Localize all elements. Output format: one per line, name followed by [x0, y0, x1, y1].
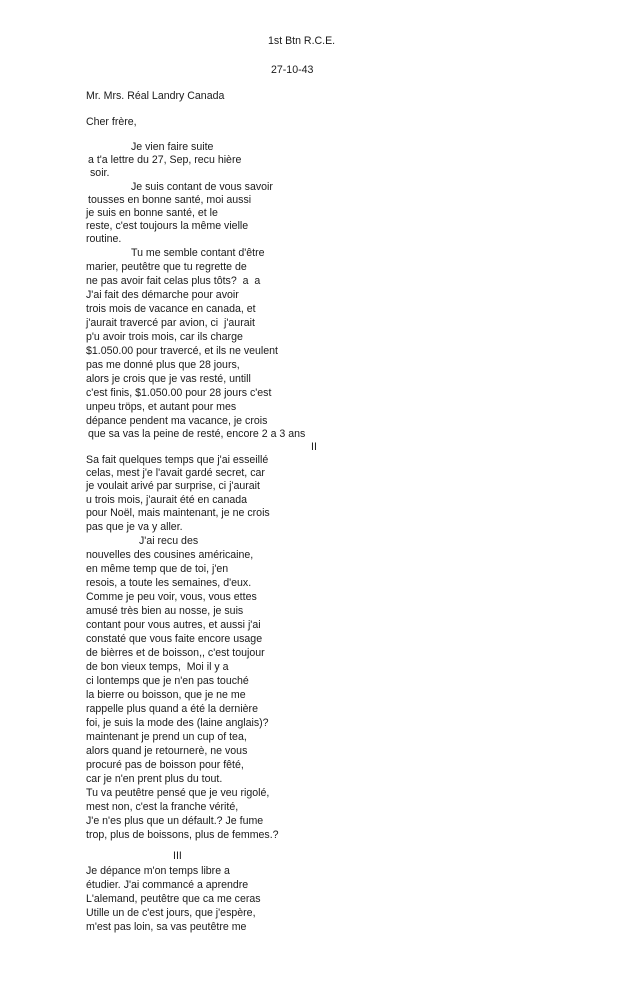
- text-line: pour Noël, mais maintenant, je ne crois: [86, 507, 270, 519]
- text-line: mest non, c'est la franche vérité,: [86, 801, 239, 813]
- text-line: J'ai recu des: [139, 535, 199, 547]
- text-line: amusé très bien au nosse, je suis: [86, 605, 244, 617]
- text-line: Je suis contant de vous savoir: [131, 181, 273, 193]
- text-line: Tu va peutêtre pensé que je veu rigolé,: [86, 787, 270, 799]
- text-line: je voulait arivé par surprise, ci j'aurait: [86, 480, 260, 492]
- text-line: p'u avoir trois mois, car ils charge: [86, 331, 243, 343]
- text-line: de bon vieux temps, Moi il y a: [86, 661, 229, 673]
- text-line: car je n'en prent plus du tout.: [86, 773, 223, 785]
- text-line: constaté que vous faite encore usage: [86, 633, 263, 645]
- text-line: nouvelles des cousines américaine,: [86, 549, 254, 561]
- text-line: dépance pendent ma vacance, je crois: [86, 415, 268, 427]
- text-line: de bièrres et de boisson,, c'est toujour: [86, 647, 265, 659]
- unit-header: 1st Btn R.C.E.: [268, 35, 336, 47]
- text-line: Comme je peu voir, vous, vous ettes: [86, 591, 257, 603]
- text-line: contant pour vous autres, et aussi j'ai: [86, 619, 261, 631]
- text-line: marier, peutêtre que tu regrette de: [86, 261, 247, 273]
- text-line: routine.: [86, 233, 122, 245]
- text-line: pas que je va y aller.: [86, 521, 183, 533]
- text-line: J'e n'es plus que un défault.? Je fume: [86, 815, 264, 827]
- text-line: trop, plus de boissons, plus de femmes.?: [86, 829, 279, 841]
- text-line: Utille un de c'est jours, que j'espère,: [86, 907, 256, 919]
- text-line: soir.: [90, 167, 110, 179]
- text-line: $1.050.00 pour travercé, et ils ne veulent: [86, 345, 278, 357]
- text-line: en même temp que de toi, j'en: [86, 563, 229, 575]
- text-line: celas, mest j'e l'avait gardé secret, car: [86, 467, 265, 479]
- text-line: ne pas avoir fait celas plus tôts? a a: [86, 275, 261, 287]
- salutation: Cher frère,: [86, 116, 137, 128]
- text-line: Je vien faire suite: [131, 141, 214, 153]
- text-line: j'aurait travercé par avion, ci j'aurait: [86, 317, 255, 329]
- text-line: unpeu tröps, et autant pour mes: [86, 401, 237, 413]
- text-line: rappelle plus quand a été la dernière: [86, 703, 258, 715]
- text-line: ci lontemps que je n'en pas touché: [86, 675, 249, 687]
- text-line: m'est pas loin, sa vas peutêtre me: [86, 921, 247, 933]
- text-line: alors quand je retournerè, ne vous: [86, 745, 248, 757]
- text-line: que sa vas la peine de resté, encore 2 a 3 ans: [88, 428, 306, 440]
- text-line: foi, je suis la mode des (laine anglais)?: [86, 717, 269, 729]
- text-line: c'est finis, $1.050.00 pour 28 jours c'est: [86, 387, 272, 399]
- text-line: je suis en bonne santé, et le: [86, 207, 218, 219]
- text-line: J'ai fait des démarche pour avoir: [86, 289, 239, 301]
- text-line: maintenant je prend un cup of tea,: [86, 731, 247, 743]
- text-line: trois mois de vacance en canada, et: [86, 303, 256, 315]
- text-line: L'alemand, peutêtre que ca me ceras: [86, 893, 261, 905]
- text-line: alors je crois que je vas resté, untill: [86, 373, 251, 385]
- text-line: resois, a toute les semaines, d'eux.: [86, 577, 252, 589]
- text-line: pas me donné plus que 28 jours,: [86, 359, 240, 371]
- text-line: reste, c'est toujours la même vielle: [86, 220, 249, 232]
- text-line: Tu me semble contant d'être: [131, 247, 265, 259]
- text-line: a t'a lettre du 27, Sep, recu hière: [88, 154, 242, 166]
- text-line: procuré pas de boisson pour fêté,: [86, 759, 244, 771]
- page-marker: II: [311, 441, 317, 453]
- letter-date: 27-10-43: [271, 64, 314, 76]
- page-marker: III: [173, 850, 182, 862]
- text-line: la bierre ou boisson, que je ne me: [86, 689, 246, 701]
- text-line: Sa fait quelques temps que j'ai esseillé: [86, 454, 269, 466]
- text-line: étudier. J'ai commancé a aprendre: [86, 879, 249, 891]
- text-line: u trois mois, j'aurait été en canada: [86, 494, 248, 506]
- text-line: Je dépance m'on temps libre a: [86, 865, 230, 877]
- address-line: Mr. Mrs. Réal Landry Canada: [86, 90, 225, 102]
- text-line: tousses en bonne santé, moi aussi: [88, 194, 252, 206]
